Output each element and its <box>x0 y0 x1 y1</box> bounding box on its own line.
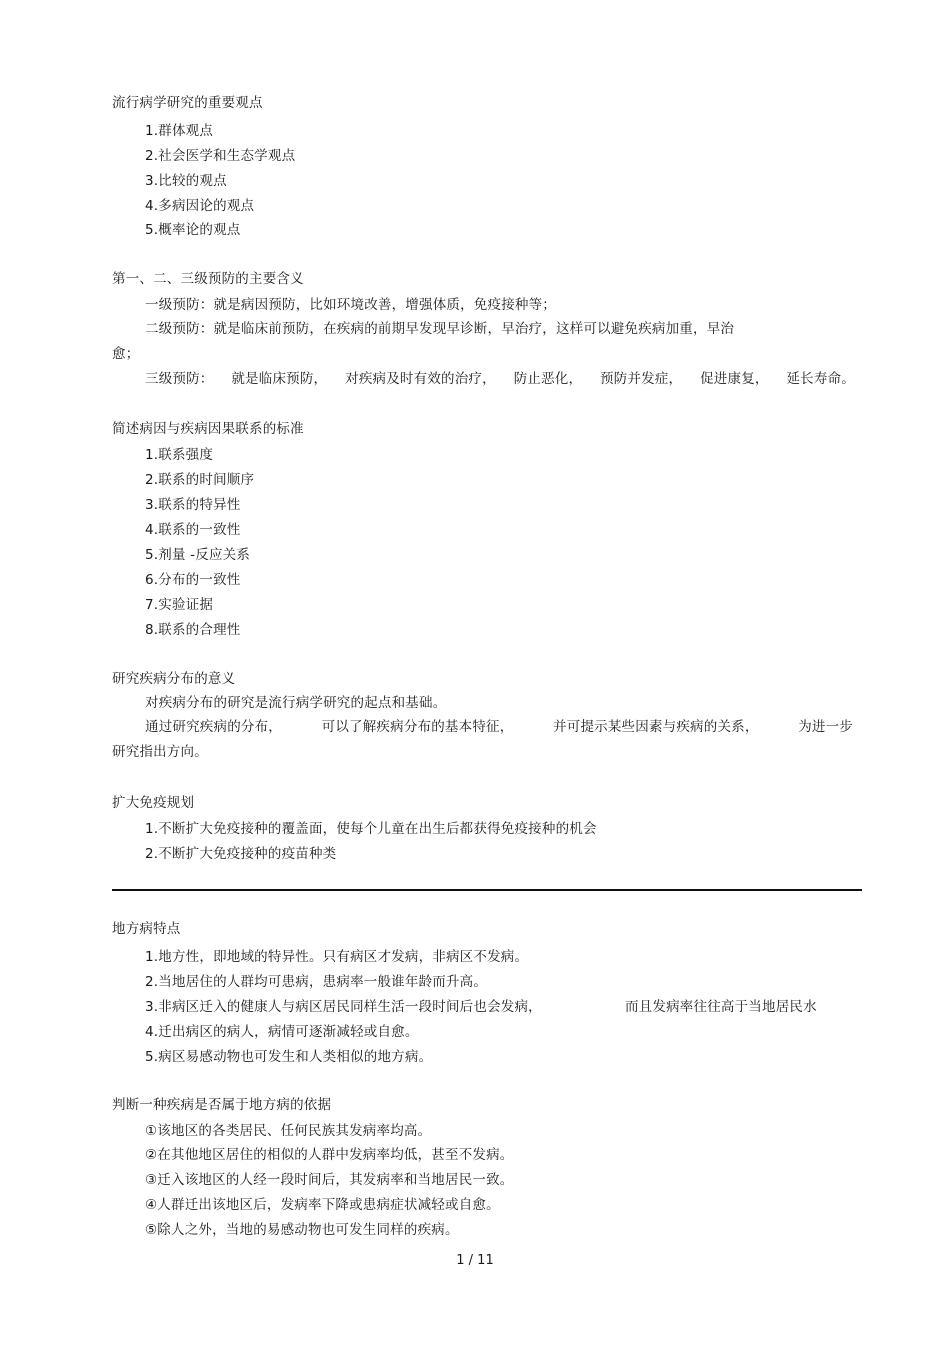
list-item: 3.比较的观点 <box>145 173 227 189</box>
list-item: 2.联系的时间顺序 <box>145 472 255 488</box>
page-number: 1 / 11 <box>456 1253 494 1268</box>
list-item: 1.群体观点 <box>145 123 214 139</box>
list-item: ①该地区的各类居民、任何民族其发病率均高。 <box>145 1123 432 1139</box>
paragraph-spread <box>145 370 855 388</box>
paragraph-continuation: 研究指出方向。 <box>112 744 208 760</box>
paragraph-continuation: 愈； <box>112 346 140 362</box>
list-item: ②在其他地区居住的相似的人群中发病率均低，甚至不发病。 <box>145 1147 514 1163</box>
paragraph: 一级预防：就是病因预防，比如环境改善，增强体质，免疫接种等； <box>145 297 556 313</box>
section-title: 地方病特点 <box>112 921 181 937</box>
horizontal-rule <box>112 889 862 891</box>
list-item: 3.联系的特异性 <box>145 497 241 513</box>
section-title: 判断一种疾病是否属于地方病的依据 <box>112 1097 332 1113</box>
section-title: 流行病学研究的重要观点 <box>112 95 263 111</box>
text-segment: 通过研究疾病的分布， <box>145 719 282 735</box>
list-item: ④人群迁出该地区后，发病率下降或患病症状减轻或自愈。 <box>145 1197 500 1213</box>
paragraph: 二级预防：就是临床前预防，在疾病的前期早发现早诊断，早治疗，这样可以避免疾病加重，早治 <box>145 321 735 337</box>
list-item: 4.迁出病区的病人，病情可逐渐减轻或自愈。 <box>145 1024 419 1040</box>
list-item: 1.联系强度 <box>145 447 214 463</box>
text-segment: 防止恶化， <box>513 371 583 387</box>
list-item: 3.非病区迁入的健康人与病区居民同样生活一段时间后也会发病， <box>145 999 542 1015</box>
text-segment: 对疾病及时有效的治疗， <box>345 371 496 387</box>
list-item: ③迁入该地区的人经一段时间后，其发病率和当地居民一致。 <box>145 1172 514 1188</box>
section-title: 简述病因与疾病因果联系的标准 <box>112 421 304 437</box>
list-item: 2.当地居住的人群均可患病，患病率一般谁年龄而升高。 <box>145 974 488 990</box>
list-item: 2.社会医学和生态学观点 <box>145 148 296 164</box>
list-item: 5.概率论的观点 <box>145 222 241 238</box>
list-item-continuation: 而且发病率往往高于当地居民水 <box>625 999 817 1015</box>
list-item: 2.不断扩大免疫接种的疫苗种类 <box>145 846 337 862</box>
list-item: 5.剂量 -反应关系 <box>145 547 251 563</box>
paragraph: 对疾病分布的研究是流行病学研究的起点和基础。 <box>145 695 447 711</box>
text-segment: 三级预防： <box>145 371 214 387</box>
paragraph-spread <box>145 718 853 736</box>
list-item: 4.联系的一致性 <box>145 522 241 538</box>
text-segment: 延长寿命。 <box>786 371 855 387</box>
text-segment: 预防并发症， <box>600 371 683 387</box>
list-item: 6.分布的一致性 <box>145 572 241 588</box>
text-segment: 为进一步 <box>798 719 853 735</box>
list-item: 1.不断扩大免疫接种的覆盖面，使每个儿童在出生后都获得免疫接种的机会 <box>145 821 597 837</box>
list-item: 4.多病因论的观点 <box>145 198 255 214</box>
list-item: 5.病区易感动物也可发生和人类相似的地方病。 <box>145 1049 433 1065</box>
text-segment: 并可提示某些因素与疾病的关系， <box>553 719 759 735</box>
text-segment: 就是临床预防， <box>231 371 328 387</box>
list-item: 8.联系的合理性 <box>145 622 241 638</box>
list-item: 7.实验证据 <box>145 597 214 613</box>
section-title: 研究疾病分布的意义 <box>112 671 236 687</box>
text-segment: 促进康复， <box>700 371 769 387</box>
list-item: 1.地方性，即地域的特异性。只有病区才发病，非病区不发病。 <box>145 949 529 965</box>
text-segment: 可以了解疾病分布的基本特征， <box>321 719 514 735</box>
list-item: ⑤除人之外，当地的易感动物也可发生同样的疾病。 <box>145 1222 459 1238</box>
section-title: 第一、二、三级预防的主要含义 <box>112 271 304 287</box>
section-title: 扩大免疫规划 <box>112 795 195 811</box>
